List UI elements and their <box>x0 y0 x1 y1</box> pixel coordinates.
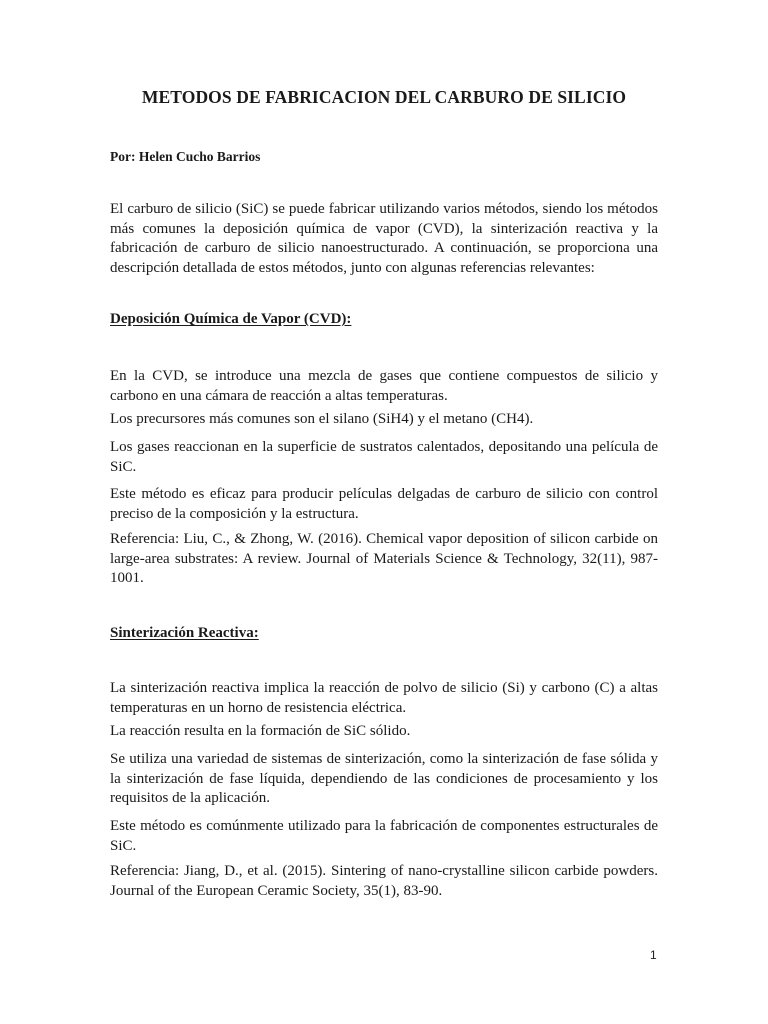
sint-paragraph-3: Se utiliza una variedad de sistemas de sinterización, como la sinterización de fase sólida y la sinterización de fase líquida, dependiendo de las condiciones de procesamiento y los requisitos de la aplicación. <box>110 751 658 806</box>
sint-paragraph-1: La sinterización reactiva implica la reacción de polvo de silicio (Si) y carbono (C) a altas temperaturas en un horno de resistencia eléctrica. <box>110 680 658 716</box>
cvd-paragraph-4: Este método es eficaz para producir películas delgadas de carburo de silicio con control preciso de la composición y la estructura. <box>110 486 658 522</box>
sint-reference: Referencia: Jiang, D., et al. (2015). Sintering of nano-crystalline silicon carbide powders. Journal of the European Ceramic Society, 35(1), 83-90. <box>110 863 658 899</box>
cvd-paragraph-2: Los precursores más comunes son el silano (SiH4) y el metano (CH4). <box>110 411 534 427</box>
page-number: 1 <box>650 948 657 962</box>
cvd-reference: Referencia: Liu, C., & Zhong, W. (2016). Chemical vapor deposition of silicon carbide on large-area substrates: A review. Journal of Materials Science & Technology, 32(11), 987-1001. <box>110 531 658 586</box>
document-title: METODOS DE FABRICACION DEL CARBURO DE SILICIO <box>141 87 627 107</box>
cvd-paragraph-3: Los gases reaccionan en la superficie de sustratos calentados, depositando una película de SiC. <box>110 439 658 475</box>
author-line: Por: Helen Cucho Barrios <box>110 149 261 164</box>
cvd-paragraph-1: En la CVD, se introduce una mezcla de gases que contiene compuestos de silicio y carbono en una cámara de reacción a altas temperaturas. <box>110 368 658 404</box>
sint-paragraph-4: Este método es comúnmente utilizado para la fabricación de componentes estructurales de SiC. <box>110 818 658 854</box>
sint-paragraph-2: La reacción resulta en la formación de SiC sólido. <box>110 723 411 739</box>
section-heading-sinterizacion: Sinterización Reactiva: <box>110 625 259 641</box>
section-heading-cvd: Deposición Química de Vapor (CVD): <box>110 311 352 327</box>
intro-paragraph: El carburo de silicio (SiC) se puede fabricar utilizando varios métodos, siendo los métodos más comunes la deposición química de vapor (CVD), la sinterización reactiva y la fabricación de carburo de silicio nanoestructurado. A continuación, se proporciona una descripción detallada de estos métodos, junto con algunas referencias relevantes: <box>110 201 658 276</box>
